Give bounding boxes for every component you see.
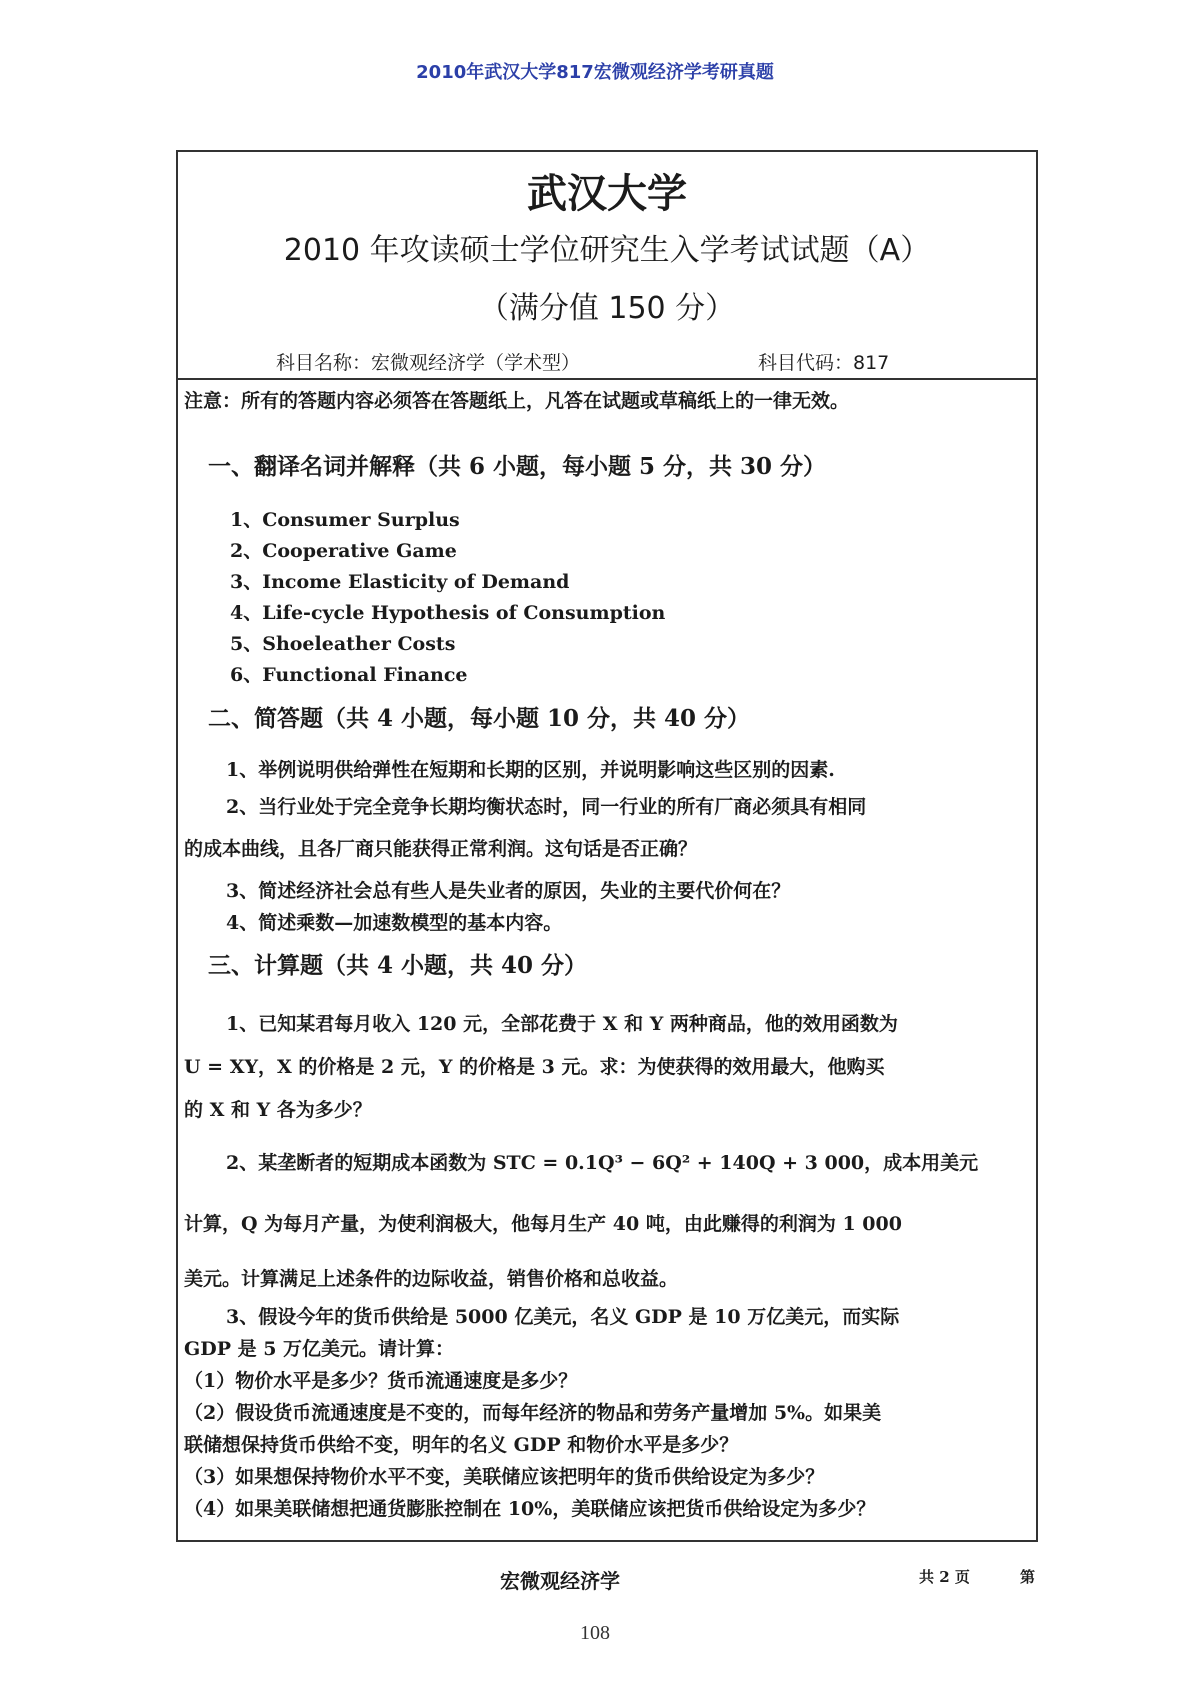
question-text: 1、举例说明供给弹性在短期和长期的区别，并说明影响这些区别的因素. [226,759,835,781]
question-text: 2、某垄断者的短期成本函数为 STC = 0.1Q³ − 6Q² + 140Q + 3 000，成本用美元 [226,1152,979,1174]
question-text: 的成本曲线，且各厂商只能获得正常利润。这句话是否正确？ [184,838,698,860]
question-text: 3、简述经济社会总有些人是失业者的原因，失业的主要代价何在？ [226,880,791,902]
question-text: U = XY，X 的价格是 2 元，Y 的价格是 3 元。求：为使获得的效用最大，他购买 [184,1056,885,1078]
section-title: 一、翻译名词并解释（共 6 小题，每小题 5 分，共 30 分） [208,453,827,480]
footer-page-count: 共 2 页 [919,1568,970,1586]
page-number: 108 [580,1622,610,1644]
question-text: 美元。计算满足上述条件的边际收益，销售价格和总收益。 [184,1268,679,1290]
notice: 注意：所有的答题内容必须答在答题纸上，凡答在试题或草稿纸上的一律无效。 [184,390,850,412]
section-title: 三、计算题（共 4 小题，共 40 分） [208,952,588,979]
question-text: GDP 是 5 万亿美元。请计算： [184,1338,455,1360]
question-text: 1、已知某君每月收入 120 元，全部花费于 X 和 Y 两种商品，他的效用函数为 [226,1013,898,1035]
document-header: 2010年武汉大学817宏微观经济学考研真题 [416,62,774,83]
subject-code: 科目代码：817 [758,352,890,374]
question-text: （4）如果美联储想把通货膨胀控制在 10%，美联储应该把货币供给设定为多少？ [184,1498,876,1520]
subject-name: 科目名称：宏微观经济学（学术型） [276,352,581,374]
question-text: （3）如果想保持物价水平不变，美联储应该把明年的货币供给设定为多少？ [184,1466,825,1488]
question-text: 2、当行业处于完全竞争长期均衡状态时，同一行业的所有厂商必须具有相同 [226,796,867,818]
question-text: （1）物价水平是多少？货币流通速度是多少？ [184,1370,578,1392]
question-text: 计算，Q 为每月产量，为使利润极大，他每月生产 40 吨，由此赚得的利润为 1 000 [184,1213,902,1235]
question-text: 4、简述乘数—加速数模型的基本内容。 [226,912,563,934]
question-item: 5、Shoeleather Costs [230,633,456,655]
question-text: 联储想保持货币供给不变，明年的名义 GDP 和物价水平是多少？ [184,1434,739,1456]
exam-paper [176,150,1038,1542]
question-item: 3、Income Elasticity of Demand [230,571,570,593]
university-name: 武汉大学 [527,171,687,217]
question-text: 的 X 和 Y 各为多少？ [184,1099,372,1121]
total-score: （满分值 150 分） [478,291,736,326]
question-item: 2、Cooperative Game [230,540,457,562]
question-text: （2）假设货币流通速度是不变的，而每年经济的物品和劳务产量增加 5%。如果美 [184,1402,882,1424]
exam-header [178,152,1036,380]
question-item: 6、Functional Finance [230,664,468,686]
footer-subject: 宏微观经济学 [500,1569,620,1593]
section-title: 二、简答题（共 4 小题，每小题 10 分，共 40 分） [208,705,751,732]
question-item: 1、Consumer Surplus [230,509,460,531]
footer-page-index: 第 [1020,1568,1036,1586]
question-text: 3、假设今年的货币供给是 5000 亿美元，名义 GDP 是 10 万亿美元，而实际 [226,1306,900,1328]
question-item: 4、Life-cycle Hypothesis of Consumption [230,602,666,624]
exam-title: 2010 年攻读硕士学位研究生入学考试试题（A） [283,233,931,268]
